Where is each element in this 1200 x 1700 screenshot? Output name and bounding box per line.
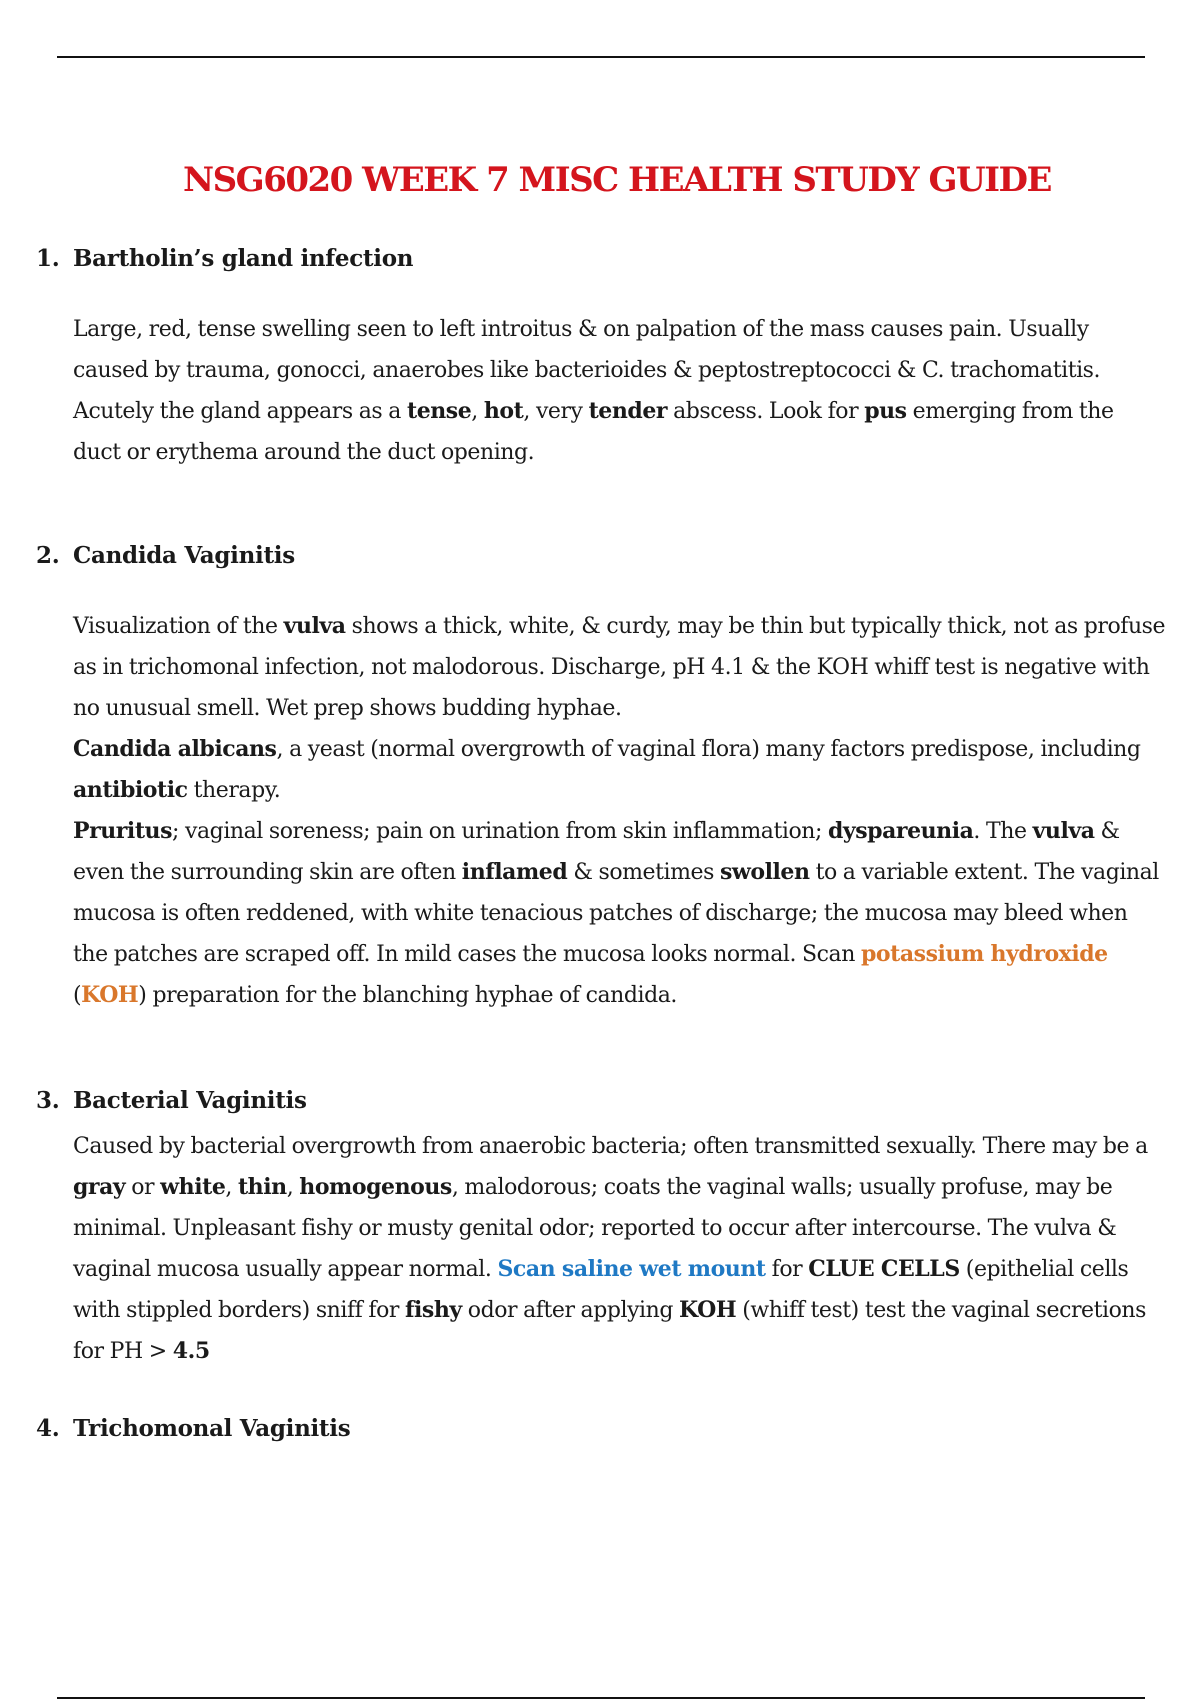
section-candida-vaginitis (36, 542, 1166, 1016)
section-number: 1. (36, 245, 60, 272)
section-title: Candida Vaginitis (73, 542, 295, 569)
highlight-term: potassium hydroxide (860, 941, 1108, 967)
section-body (73, 606, 1166, 1016)
section-body (73, 309, 1166, 473)
paragraph: Candida albicans, a yeast (normal overgrowth of vaginal flora) many factors predispose, including antibiotic therapy. (73, 736, 1141, 803)
paragraph: Caused by bacterial overgrowth from anaerobic bacteria; often transmitted sexually. There may be a gray or white, thin, homogenous, malodorous; coats the vaginal walls; usually profuse, may be minimal. Unpleasant fishy or musty genital odor; reported to occur after intercourse. The vulva & vaginal mucosa usually appear normal. Scan saline wet mount for CLUE CELLS (epithelial cells with stippled borders) sniff for fishy odor after applying KOH (whiff test) test the vaginal secretions for PH > 4.5 (73, 1134, 1148, 1364)
section-heading (36, 1415, 1166, 1449)
highlight-term: KOH (81, 982, 139, 1008)
section-bartholins-gland (36, 245, 1166, 473)
section-bacterial-vaginitis (36, 1087, 1166, 1372)
section-trichomonal-vaginitis (36, 1415, 1166, 1449)
paragraph: Pruritus; vaginal soreness; pain on urination from skin inflammation; dyspareunia. The vulva & even the surrounding skin are often inflamed & sometimes swollen to a variable extent. The vaginal mucosa is often reddened, with white tenacious patches of discharge; the mucosa may bleed when the patches are scraped off. In mild cases the mucosa looks normal. Scan potassium hydroxide (KOH) preparation for the blanching hyphae of candida. (73, 818, 1159, 1008)
paragraph: Visualization of the vulva shows a thick, white, & curdy, may be thin but typically thick, not as profuse as in trichomonal infection, not malodorous. Discharge, pH 4.1 & the KOH whiff test is negative with no unusual smell. Wet prep shows budding hyphae. (73, 613, 1166, 721)
section-heading (36, 542, 1166, 576)
highlight-term: Scan saline wet mount (497, 1256, 766, 1282)
section-heading (36, 245, 1166, 279)
section-title: Bartholin’s gland infection (73, 245, 414, 272)
section-title: Bacterial Vaginitis (73, 1087, 307, 1114)
bottom-rule (57, 1697, 1145, 1699)
page-title: NSG6020 WEEK 7 MISC HEALTH STUDY GUIDE (183, 160, 1051, 200)
section-title: Trichomonal Vaginitis (73, 1415, 351, 1442)
section-body (73, 1126, 1166, 1372)
section-number: 3. (36, 1087, 60, 1114)
section-heading (36, 1087, 1166, 1121)
top-rule (57, 56, 1145, 58)
section-number: 2. (36, 542, 60, 569)
paragraph: Large, red, tense swelling seen to left introitus & on palpation of the mass causes pain. Usually caused by trauma, gonocci, anaerobes like bacterioides & peptostreptococci & C. trachomatitis. Acutely the gland appears as a tense, hot, very tender abscess. Look for pus emerging from the duct or erythema around the duct opening. (73, 317, 1114, 465)
section-number: 4. (36, 1415, 60, 1442)
